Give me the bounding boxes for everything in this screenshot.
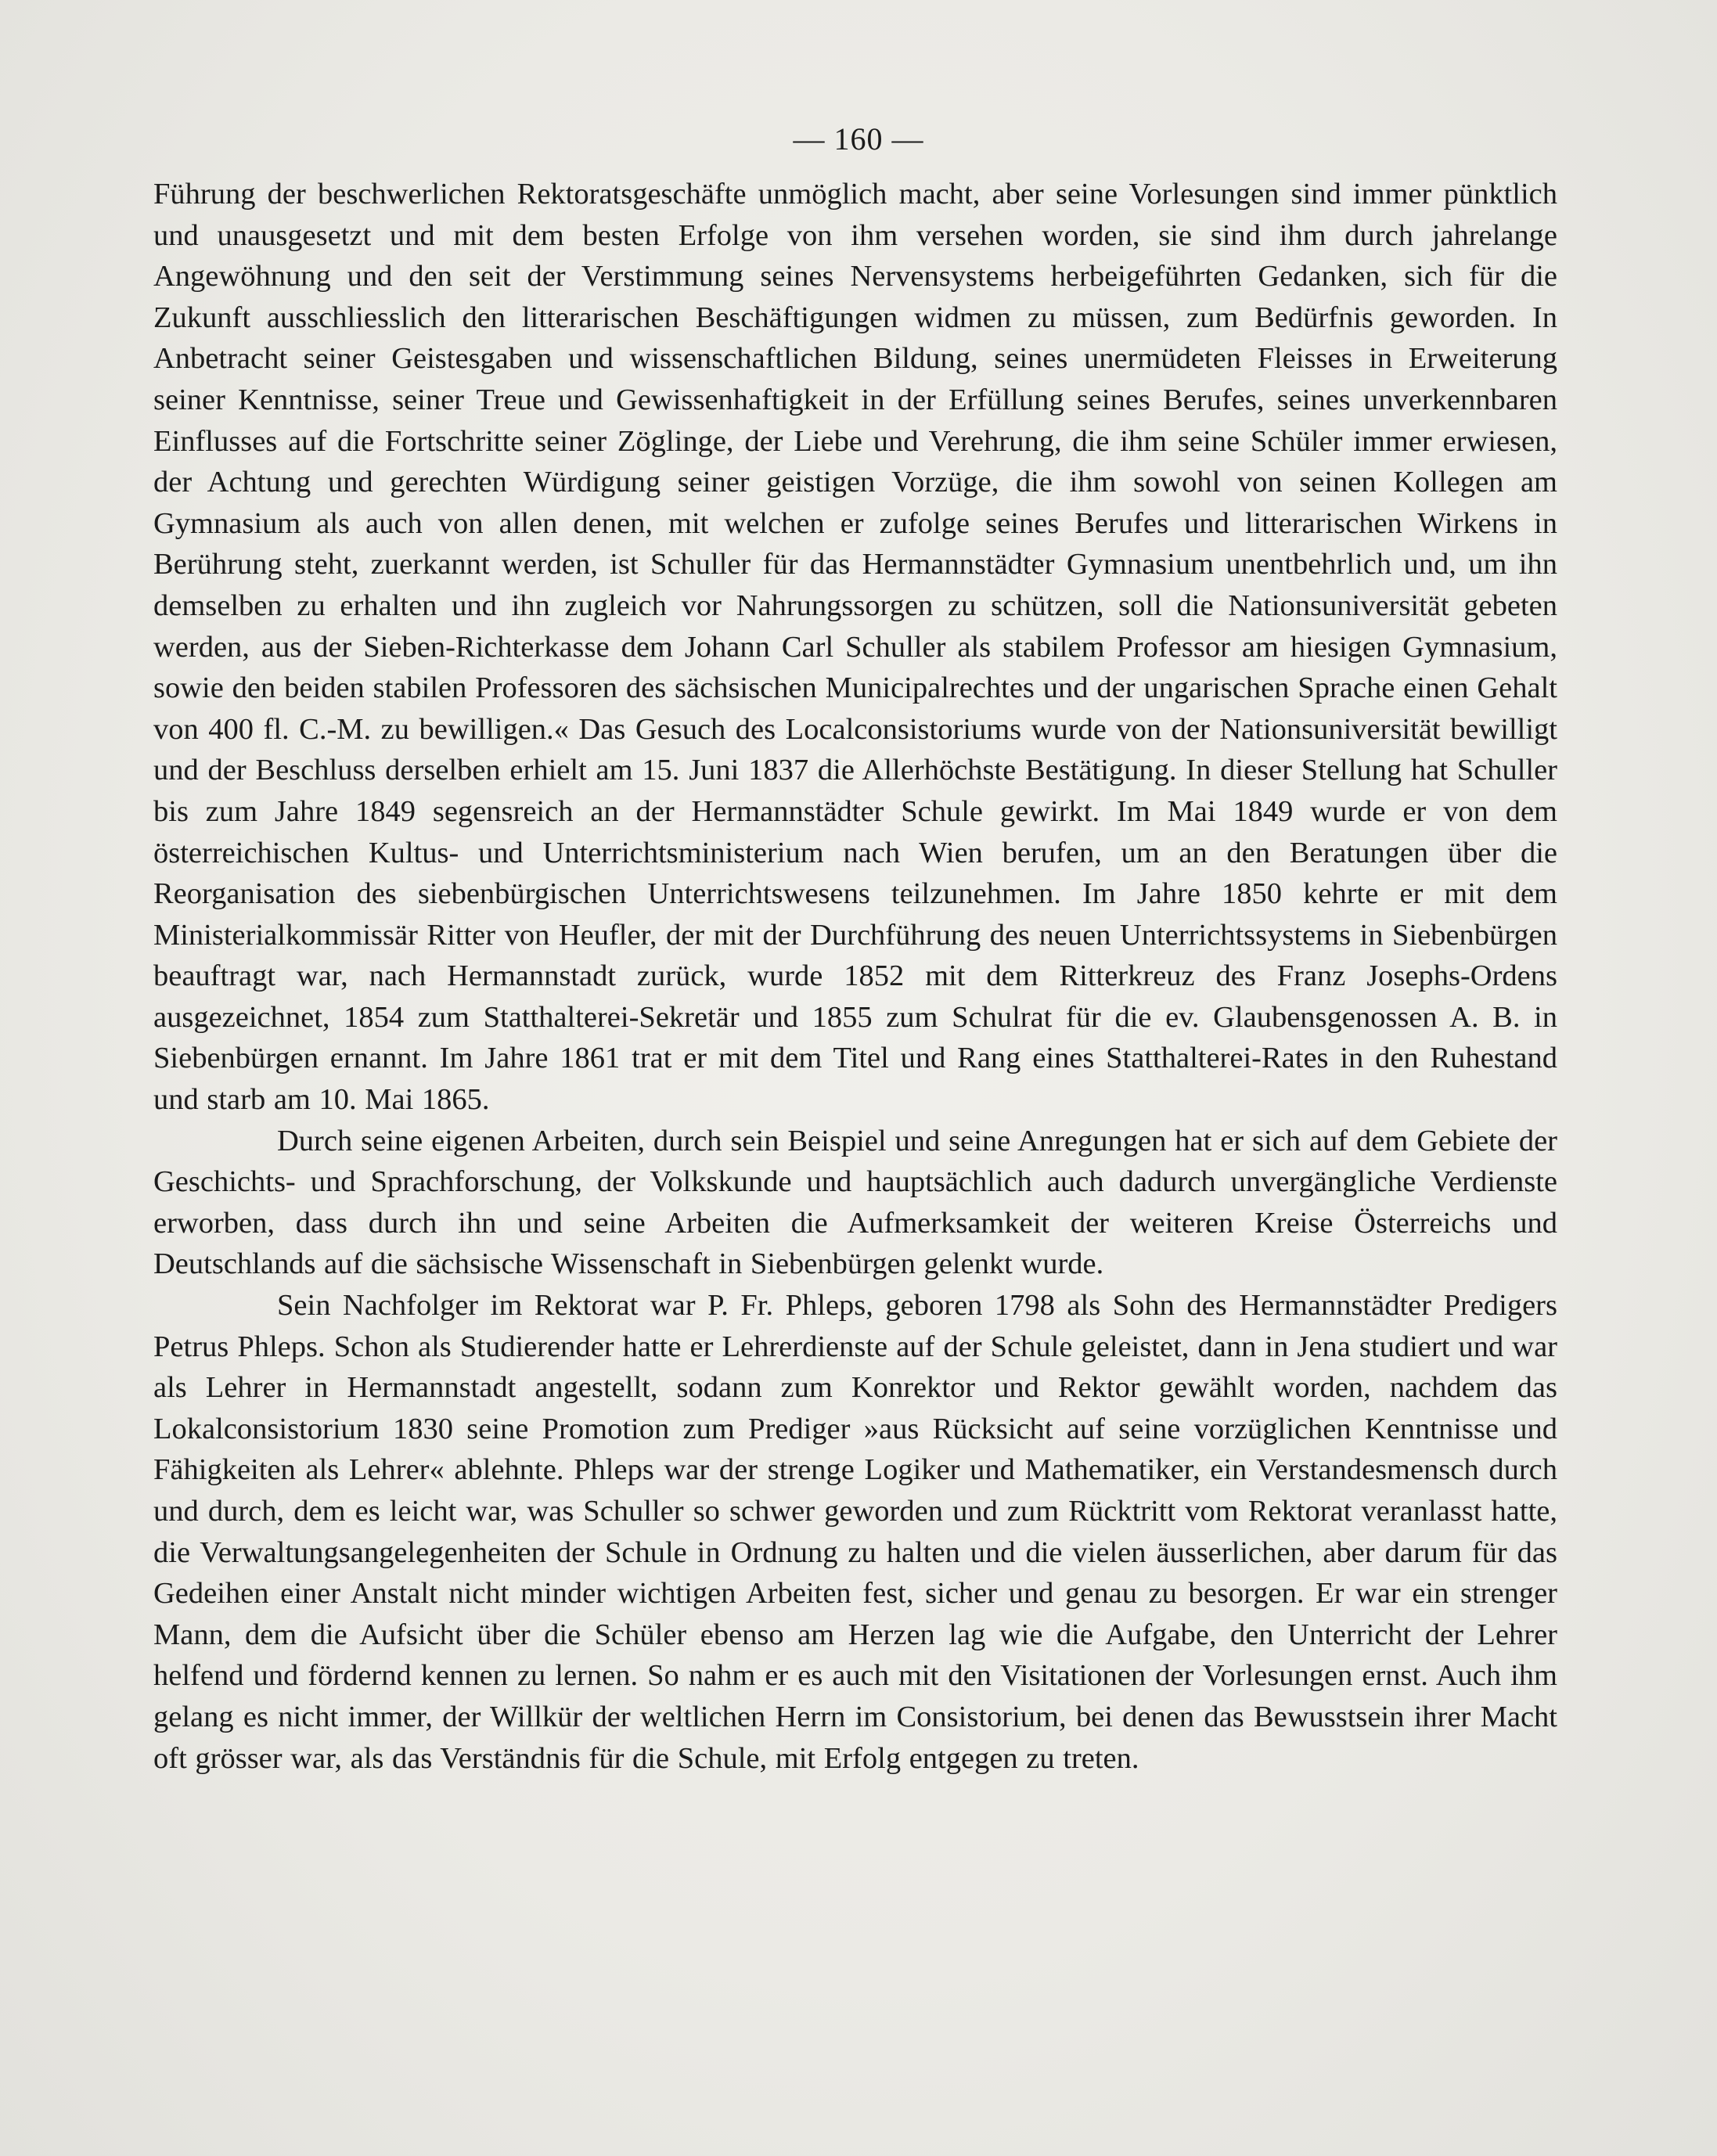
body-text <box>153 174 1557 1779</box>
page-number: — 160 — <box>793 121 924 157</box>
paragraph-schuller-career: Führung der beschwerlichen Rektoratsgeschäfte unmöglich macht, aber seine Vorlesungen sind immer pünktlich und unausgesetzt und mit dem besten Erfolge von ihm versehen worden, sie sind ihm durch jahrelange Angewöhnung und den seit der Verstimmung seines Nervensystems herbeigeführten Gedanken, sich für die Zukunft ausschliesslich den litterarischen Beschäftigungen widmen zu müssen, zum Bedürfnis geworden. In Anbetracht seiner Geistesgaben und wissenschaftlichen Bildung, seines unermüdeten Fleisses in Erweiterung seiner Kenntnisse, seiner Treue und Gewissenhaftigkeit in der Erfüllung seines Berufes, seines unverkennbaren Einflusses auf die Fortschritte seiner Zöglinge, der Liebe und Verehrung, die ihm seine Schüler immer erwiesen, der Achtung und gerechten Würdigung seiner geistigen Vorzüge, die ihm sowohl von seinen Kollegen am Gymnasium als auch von allen denen, mit welchen er zufolge seines Berufes und litterarischen Wirkens in Berührung steht, zuerkannt werden, ist Schuller für das Hermannstädter Gymnasium unentbehrlich und, um ihn demselben zu erhalten und ihn zugleich vor Nahrungssorgen zu schützen, soll die Nationsuniversität gebeten werden, aus der Sieben-Richterkasse dem Johann Carl Schuller als stabilem Professor am hiesigen Gymnasium, sowie den beiden stabilen Professoren des sächsischen Municipalrechtes und der ungarischen Sprache einen Gehalt von 400 fl. C.-M. zu bewilligen.« Das Gesuch des Localconsistoriums wurde von der Nationsuniversität bewilligt und der Beschluss derselben erhielt am 15. Juni 1837 die Allerhöchste Bestätigung. In dieser Stellung hat Schuller bis zum Jahre 1849 segensreich an der Hermannstädter Schule gewirkt. Im Mai 1849 wurde er von dem österreichischen Kultus- und Unterrichtsministerium nach Wien berufen, um an den Beratungen über die Reorganisation des siebenbürgischen Unterrichtswesens teilzunehmen. Im Jahre 1850 kehrte er mit dem Ministerialkommissär Ritter von Heufler, der mit der Durchführung des neuen Unterrichtssystems in Siebenbürgen beauftragt war, nach Hermannstadt zurück, wurde 1852 mit dem Ritterkreuz des Franz Josephs-Ordens ausgezeichnet, 1854 zum Statthalterei-Sekretär und 1855 zum Schulrat für die ev. Glaubensgenossen A. B. in Siebenbürgen ernannt. Im Jahre 1861 trat er mit dem Titel und Rang eines Statthalterei-Rates in den Ruhestand und starb am 10. Mai 1865. <box>153 178 1557 1117</box>
paragraph-schuller-merits: Durch seine eigenen Arbeiten, durch sein Beispiel und seine Anregungen hat er sich auf dem Gebiete der Geschichts- und Sprachforschung, der Volkskunde und hauptsächlich auch dadurch unvergängliche Verdienste erworben, dass durch ihn und seine Arbeiten die Aufmerksamkeit der weiteren Kreise Österreichs und Deutschlands auf die sächsische Wissenschaft in Siebenbürgen gelenkt wurde. <box>153 1124 1557 1281</box>
paragraph-phleps-successor: Sein Nachfolger im Rektorat war P. Fr. Phleps, geboren 1798 als Sohn des Hermannstädter Predigers Petrus Phleps. Schon als Studierender hatte er Lehrerdienste auf der Schule geleistet, dann in Jena studiert und war als Lehrer in Hermannstadt angestellt, sodann zum Konrektor und Rektor gewählt worden, nachdem das Lokalconsistorium 1830 seine Promotion zum Prediger »aus Rücksicht auf seine vorzüglichen Kenntnisse und Fähigkeiten als Lehrer« ablehnte. Phleps war der strenge Logiker und Mathematiker, ein Verstandesmensch durch und durch, dem es leicht war, was Schuller so schwer geworden und zum Rücktritt vom Rektorat veranlasst hatte, die Verwaltungsangelegenheiten der Schule in Ordnung zu halten und die vielen äusserlichen, aber darum für das Gedeihen einer Anstalt nicht minder wichtigen Arbeiten fest, sicher und genau zu besorgen. Er war ein strenger Mann, dem die Aufsicht über die Schüler ebenso am Herzen lag wie die Aufgabe, den Unterricht der Lehrer helfend und fördernd kennen zu lernen. So nahm er es auch mit den Visitationen der Vorlesungen ernst. Auch ihm gelang es nicht immer, der Willkür der weltlichen Herrn im Consistorium, bei denen das Bewusstsein ihrer Macht oft grösser war, als das Verständnis für die Schule, mit Erfolg entgegen zu treten. <box>153 1289 1557 1775</box>
